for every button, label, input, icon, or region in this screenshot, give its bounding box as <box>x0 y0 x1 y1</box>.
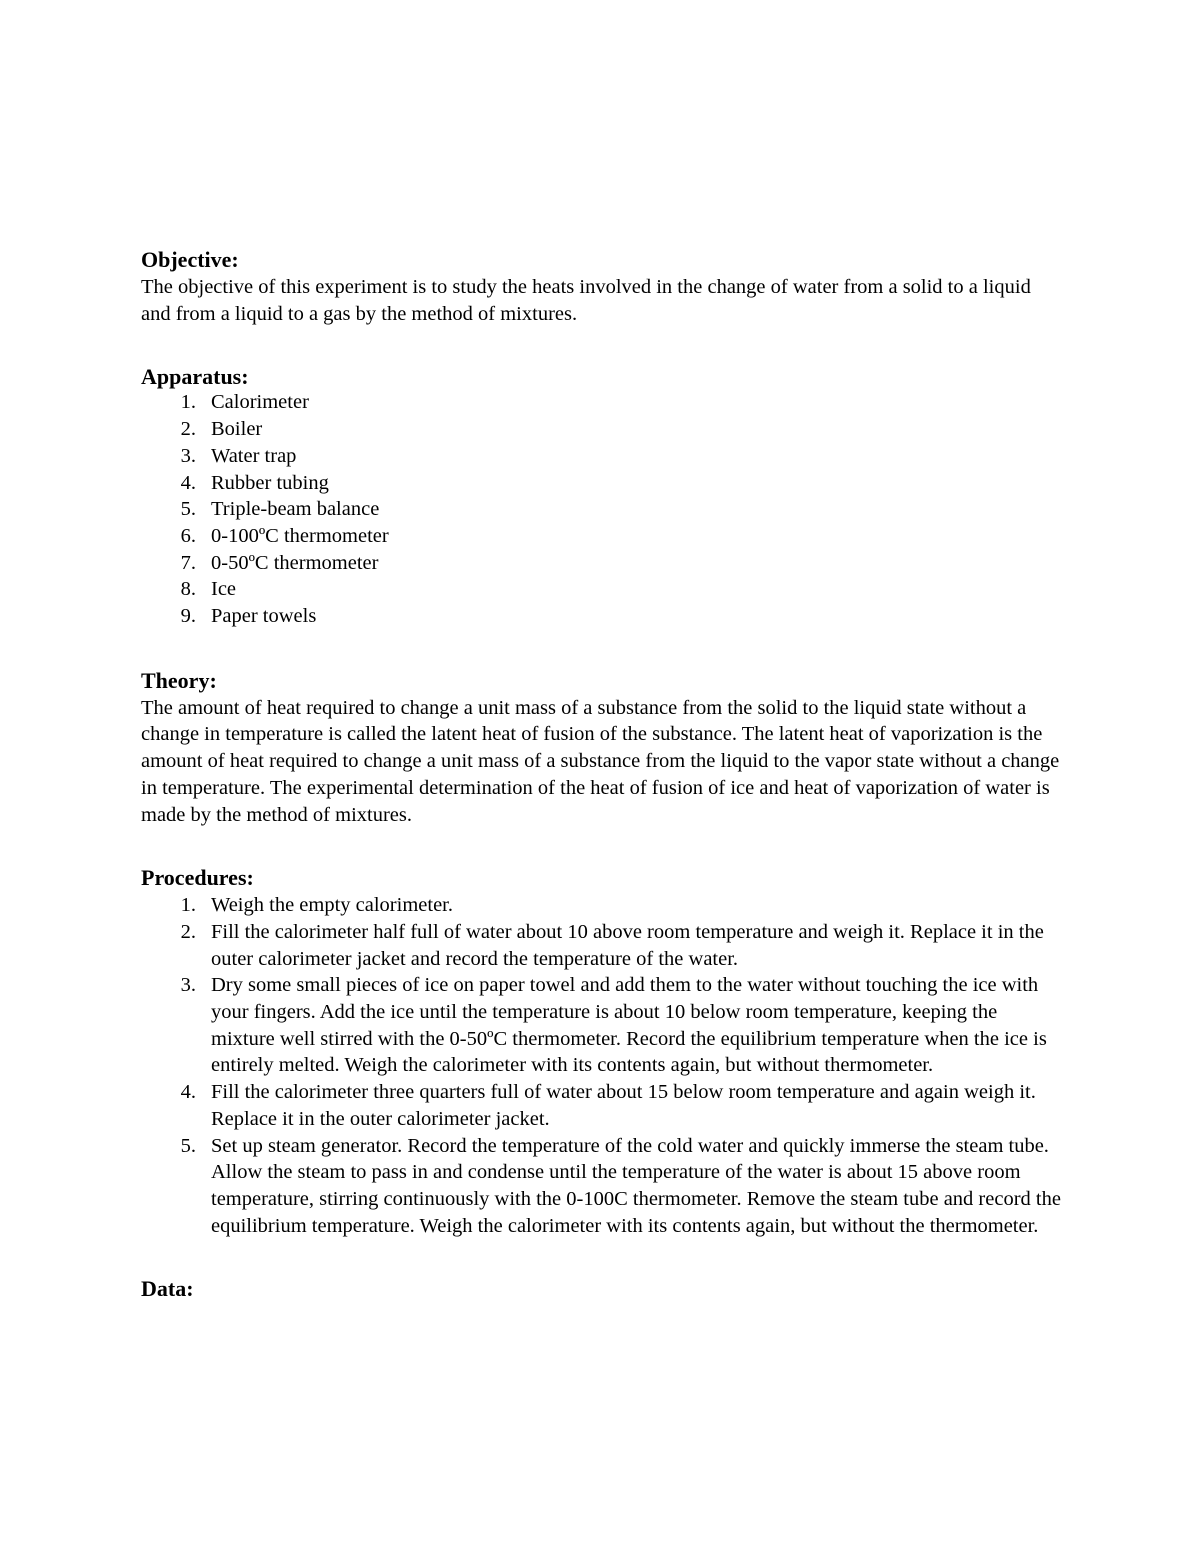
list-item: 4 . Rubber tubing <box>141 470 1061 497</box>
objective-heading: Objective: <box>141 247 239 272</box>
list-item: 7 . 0-50ºC thermometer <box>141 550 1061 577</box>
list-item: 9 . Paper towels <box>141 603 1061 630</box>
theory-heading: Theory: <box>141 667 217 693</box>
list-item: 4 . Fill the calorimeter three quarters full of water about 15 below room temperature and again weigh it. Replace it in the outer calorimeter jacket. <box>141 1079 1061 1132</box>
theory-text: The amount of heat required to change a unit mass of a substance from the solid to the liquid state without a change in temperature is called the latent heat of fusion of the substance. The latent heat of vaporization is the amount of heat required to change a unit mass of a substance from the liquid to the vapor state without a change in temperature. The experimental determination of the heat of fusion of ice and heat of vaporization of water is made by the method of mixtures. <box>141 696 1060 826</box>
page-content <box>141 246 1061 1337</box>
apparatus-list <box>141 389 1061 629</box>
list-item: 8 . Ice <box>141 576 1061 603</box>
list-item: 2 . Fill the calorimeter half full of water about 10 above room temperature and weigh it. Replace it in the outer calorimeter jacket and record the temperature of the water. <box>141 919 1061 972</box>
theory-section <box>141 667 1061 829</box>
apparatus-section <box>141 363 1061 629</box>
list-item: 3 . Water trap <box>141 443 1061 470</box>
procedures-section <box>141 864 1061 1239</box>
list-item: 2 . Boiler <box>141 416 1061 443</box>
objective-text: The objective of this experiment is to study the heats involved in the change of water from a solid to a liquid and from a liquid to a gas by the method of mixtures. <box>141 276 1031 325</box>
procedures-list <box>141 892 1061 1239</box>
list-item: 1 . Weigh the empty calorimeter. <box>141 892 1061 919</box>
data-heading: Data: <box>141 1276 194 1302</box>
procedures-heading: Procedures: <box>141 865 254 891</box>
list-item: 5 . Triple-beam balance <box>141 496 1061 523</box>
list-item: 3 . Dry some small pieces of ice on paper towel and add them to the water without touching the ice with your fingers. Add the ice until the temperature is about 10 below room temperature, keeping the mixture well stirred with the 0-50ºC thermometer. Record the equilibrium temperature when the ice is entirely melted. Weigh the calorimeter with its contents again, but without thermometer. <box>141 972 1061 1079</box>
list-item: 1 . Calorimeter <box>141 389 1061 416</box>
objective-section <box>141 246 1061 327</box>
list-item: 6 . 0-100ºC thermometer <box>141 523 1061 550</box>
list-item: 5 . Set up steam generator. Record the temperature of the cold water and quickly immerse the steam tube. Allow the steam to pass in and condense until the temperature of the water is about 15 above room temperature, stirring continuously with the 0-100C thermometer. Remove the steam tube and record the equilibrium temperature. Weigh the calorimeter with its contents again, but without the thermometer. <box>141 1133 1061 1240</box>
data-section <box>141 1275 1061 1303</box>
apparatus-heading: Apparatus: <box>141 364 249 390</box>
